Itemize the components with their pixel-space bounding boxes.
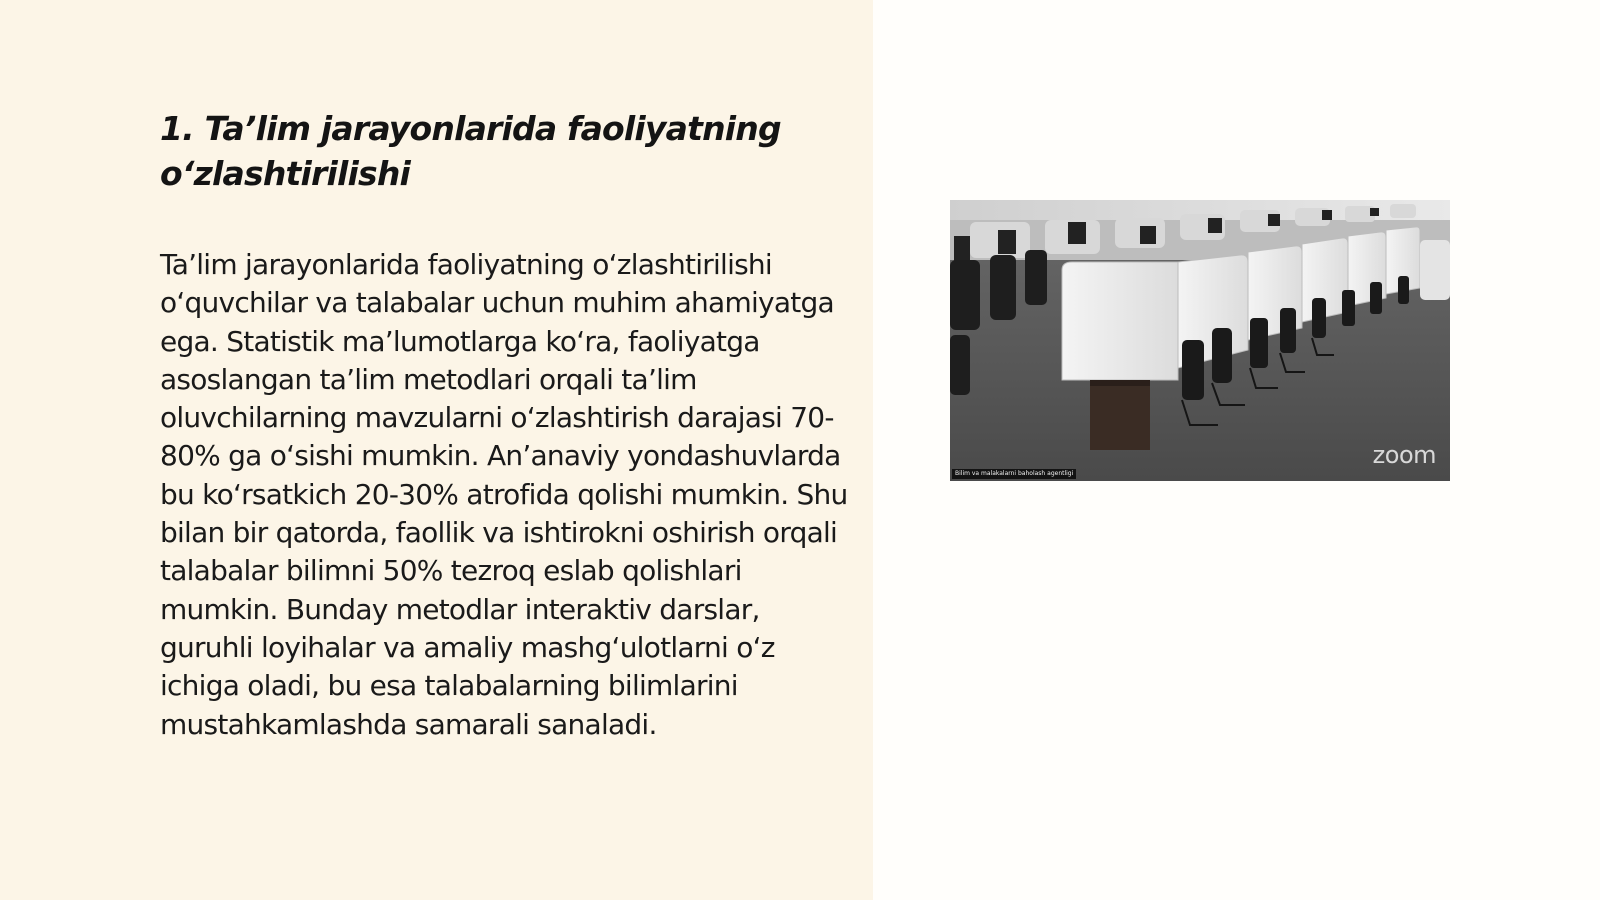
classroom-photo bbox=[950, 200, 1450, 481]
zoom-watermark: zoom bbox=[1372, 441, 1436, 469]
slide-body-text: Ta’lim jarayonlarida faoliyatning o‘zlashtirilishi o‘quvchilar va talabalar uchun muhim ahamiyatga ega. Statistik ma’lumotlarga ko‘ra, faoliyatga asoslangan ta’lim metodlari orqali ta’lim oluvchilarning mavzularni o‘zlashtirish darajasi 70-80% ga o‘sishi mumkin. An’anaviy yondashuvlarda bu ko‘rsatkich 20-30% atrofida qolishi mumkin. Shu bilan bir qatorda, faollik va ishtirokni oshirish orqali talabalar bilimni 50% tezroq eslab qolishlari mumkin. Bunday metodlar interaktiv darslar, guruhli loyihalar va amaliy mashg‘ulotlarni o‘z ichiga oladi, bu esa talabalarning bilimlarini mustahkamlashda samarali sanaladi. bbox=[160, 248, 848, 741]
slide-title: 1. Ta’lim jarayonlarida faoliyatning o‘zlashtirilishi bbox=[160, 109, 781, 193]
participant-name-label: Bilim va malakalarni baholash agentligi bbox=[952, 469, 1076, 479]
computer-lab-image bbox=[950, 200, 1450, 481]
